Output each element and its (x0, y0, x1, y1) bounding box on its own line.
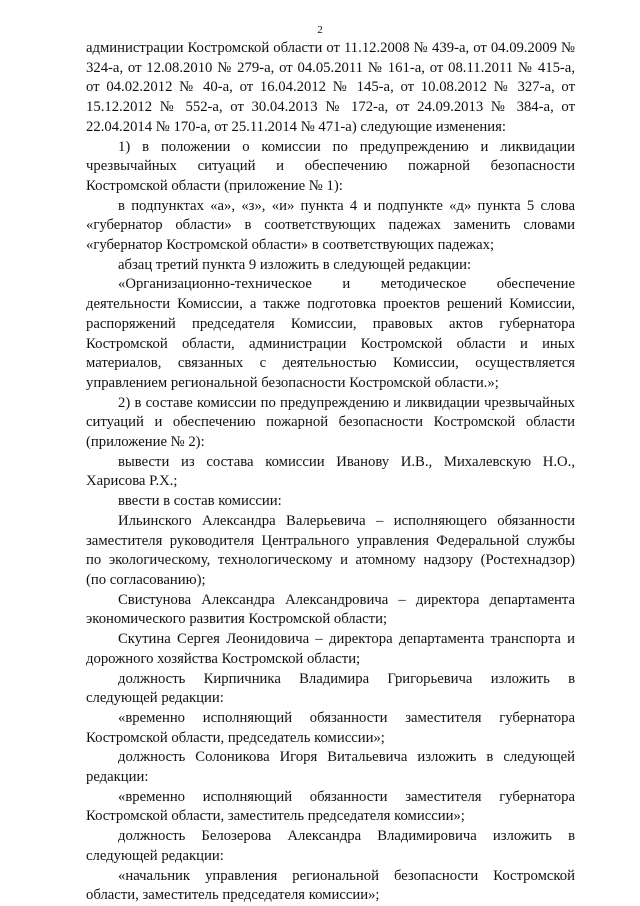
body-paragraph-12: должность Кирпичника Владимира Григорьевича изложить в следующей редакции: (86, 670, 575, 707)
body-paragraph-15: «временно исполняющий обязанности заместителя губернатора Костромской области, заместитель председателя комиссии»; (86, 788, 575, 825)
body-paragraph-4: абзац третий пункта 9 изложить в следующей редакции: (118, 256, 472, 273)
body-paragraph-13: «временно исполняющий обязанности заместителя губернатора Костромской области, председатель комиссии»; (86, 709, 575, 746)
body-paragraph-5: «Организационно-техническое и методическое обеспечение деятельности Комиссии, а также подготовка проектов решений Комиссии, распоряжений председателя Комиссии, правовых актов губернатора Костромской области, администрации Костромской области и иных материалов, связанных с деятельностью Комиссии, осуществляется управлением региональной безопасности Костромской области.»; (86, 276, 575, 391)
body-paragraph-9: Ильинского Александра Валерьевича – исполняющего обязанности заместителя руководителя Центрального управления Федеральной службы по экологическому, технологическому и атомному надзору (Ростехнадзор) (по согласованию); (86, 512, 575, 588)
page-number: 2 (317, 24, 323, 36)
body-paragraph-11: Скутина Сергея Леонидовича – директора департамента транспорта и дорожного хозяйства Костромской области; (86, 631, 575, 667)
body-paragraph-8: ввести в состав комиссии: (118, 493, 282, 510)
document-body (86, 39, 575, 906)
body-paragraph-16: должность Белозерова Александра Владимировича изложить в следующей редакции: (86, 828, 575, 864)
body-paragraph-1: администрации Костромской области от 11.12.2008 № 439-а, от 04.09.2009 № 324-а, от 12.08.2010 № 279-а, от 04.05.2011 № 161-а, от 08.11.2011 № 415-а, от 04.02.2012 № 40-а, от 16.04.2012 № 145-а, от 10.08.2012 № 327-а, от 15.12.2012 № 552-а, от 30.04.2013 № 172-а, от 24.09.2013 № 384-а, от 22.04.2014 № 170-а, от 25.11.2014 № 471-а) следующие изменения: (86, 40, 575, 135)
body-paragraph-17: «начальник управления региональной безопасности Костромской области, заместитель председателя комиссии»; (86, 867, 575, 904)
body-paragraph-14: должность Солоникова Игоря Витальевича изложить в следующей редакции: (86, 749, 575, 786)
body-paragraph-3: в подпунктах «а», «з», «и» пункта 4 и подпункте «д» пункта 5 слова «губернатор области» в соответствующих падежах заменить словами «губернатор Костромской области» в соответствующих падежах; (86, 197, 575, 254)
body-paragraph-10: Свистунова Александра Александровича – директора департамента экономического развития Костромской области; (86, 591, 575, 628)
body-paragraph-2: 1) в положении о комиссии по предупреждению и ликвидации чрезвычайных ситуаций и обеспечению пожарной безопасности Костромской области (приложение № 1): (86, 138, 575, 194)
body-paragraph-6: 2) в составе комиссии по предупреждению и ликвидации чрезвычайных ситуаций и обеспечению пожарной безопасности Костромской области (приложение № 2): (86, 394, 575, 451)
body-paragraph-7: вывести из состава комиссии Иванову И.В., Михалевскую Н.О., Харисова Р.Х.; (86, 453, 575, 490)
